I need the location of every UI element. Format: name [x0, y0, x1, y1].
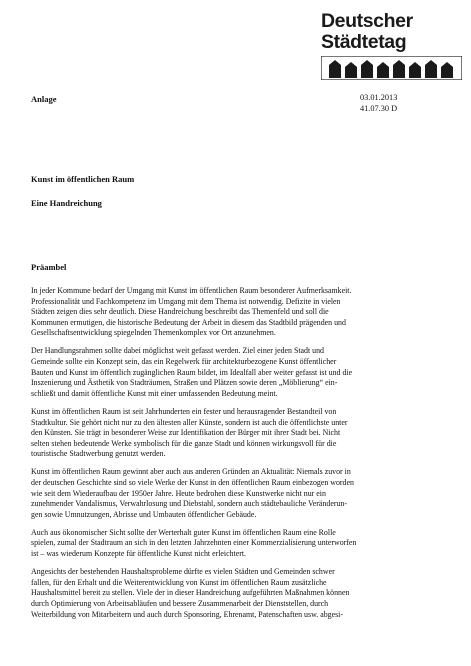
paragraph-line: Kunst im öffentlichen Raum ist seit Jahrhunderten ein fester und herausragender Bestandteil von [31, 406, 337, 416]
paragraph-line: fallen, für den Erhalt und die Weiterentwicklung von Kunst im öffentlichen Raum zusätzliche [31, 577, 327, 587]
paragraph-line: Inszenierung und Ästhetik von Stadträumen, Straßen und Plätzen sowie deren „Möblierung“ ein- [31, 378, 338, 388]
city-skyline-emblem-icon [321, 56, 462, 80]
document-date: 03.01.2013 [360, 93, 398, 102]
attachment-label: Anlage [31, 94, 57, 104]
paragraph-line: spielen, zumal der Stadtraum an sich in den letzten Jahrzehnten einer Kommerzialisierung unterworfen [31, 538, 357, 548]
paragraph-line: den Künsten. Sie trägt in besonderer Weise zur Identifikation der Bürger mit ihrer Stadt bei. Nicht [31, 428, 341, 438]
paragraph-line: zunehmender Vandalismus, Verwahrlosung und Diebstahl, sondern auch städtebauliche Veränderun- [31, 499, 347, 509]
paragraph-line: schließt und damit öffentliche Kunst mit einer umfassenden Bedeutung meint. [31, 388, 278, 398]
paragraph-line: ist – was wiederum Konzepte für öffentliche Kunst nicht erleichtert. [31, 549, 247, 559]
paragraph-line: Gemeinde sollte ein Konzept sein, das ein Regelwerk für architekturbezogene Kunst öffentlicher [31, 357, 337, 367]
deutscher-staedtetag-logo [321, 12, 462, 82]
paragraph-line: touristische Stadtwerbung genutzt werden. [31, 449, 166, 459]
paragraph-line: Bauten und Kunst im öffentlich zugänglichen Raum bildet, im Idealfall aber weiter gefasst ist und die [31, 367, 353, 377]
logo-line1: Deutscher [321, 10, 413, 32]
paragraph-line: Professionalität und Fachkompetenz im Umgang mit dem Thema ist notwendig. Defizite in vielen [31, 296, 341, 306]
paragraph-line: wie seit dem Wiederaufbau der 1950er Jahre. Heute bedrohen diese Kunstwerke nicht nur ein [31, 488, 326, 498]
document-reference: 41.07.30 D [360, 103, 398, 113]
logo-line2: Städtetag [321, 31, 407, 53]
paragraph-line: durch Optimierung von Arbeitsabläufen und bessere Zusammenarbeit der Dienststellen, durch [31, 598, 329, 608]
paragraph-line: In jeder Kommune bedarf der Umgang mit Kunst im öffentlichen Raum besonderer Aufmerksamkeit. [31, 286, 352, 295]
section-heading: Präambel [31, 262, 67, 272]
document-title: Kunst im öffentlichen Raum [31, 174, 135, 184]
paragraph-line: Kommunen ermutigen, die historische Bedeutung der Arbeit in diesem das Stadtbild prägenden und [31, 317, 346, 327]
paragraph-line: Kunst im öffentlichen Raum gewinnt aber auch aus anderen Gründen an Aktualität: Niemals zuvor in [31, 467, 351, 477]
paragraph-line: Stadtkultur. Sie gehört nicht nur zu den ältesten aller Künste, sondern ist auch die öffentlichste unter [31, 417, 348, 427]
document-subtitle: Eine Handreichung [31, 198, 102, 208]
paragraph [31, 528, 441, 560]
paragraph-line: Städten zeigen dies sehr deutlich. Diese Handreichung beschreibt das Themenfeld und soll die [31, 307, 329, 317]
paragraph-line: Haushaltsmittel bereit zu stellen. Viele der in dieser Handreichung aufgeführten Maßnahmen können [31, 588, 350, 598]
paragraph [31, 407, 441, 460]
document-body [31, 286, 441, 628]
paragraph-line: Der Handlungsrahmen sollte dabei möglichst weit gefasst werden. Ziel einer jeden Stadt und [31, 346, 324, 356]
paragraph-line: Angesichts der bestehenden Haushaltsprobleme dürfte es vielen Städten und Gemeinden schwer [31, 567, 335, 577]
paragraph-line: der deutschen Geschichte sind so viele Werke der Kunst in den öffentlichen Raum einbezogen worden [31, 478, 354, 487]
paragraph-line: gen sowie Umnutzungen, Abrisse und Umbauten öffentlicher Gebäude. [31, 509, 257, 519]
paragraph [31, 567, 441, 620]
paragraph [31, 346, 441, 399]
paragraph-line: Weiterbildung von Mitarbeitern und auch durch Sponsoring, Ehrenamt, Patenschaften usw. abgesi- [31, 609, 343, 619]
document-meta [360, 93, 397, 114]
paragraph-line: selten stehen bedeutende Werke symbolisch für die ganze Stadt und können wirkungsvoll für die [31, 438, 337, 448]
paragraph [31, 467, 441, 520]
paragraph-line: Auch aus ökonomischer Sicht sollte der Werterhalt guter Kunst im öffentlichen Raum eine Rolle [31, 527, 336, 537]
paragraph-line: Gesellschaftsentwicklung spiegelnden Themenkomplex vor Ort anzunehmen. [31, 328, 276, 338]
paragraph [31, 286, 441, 339]
